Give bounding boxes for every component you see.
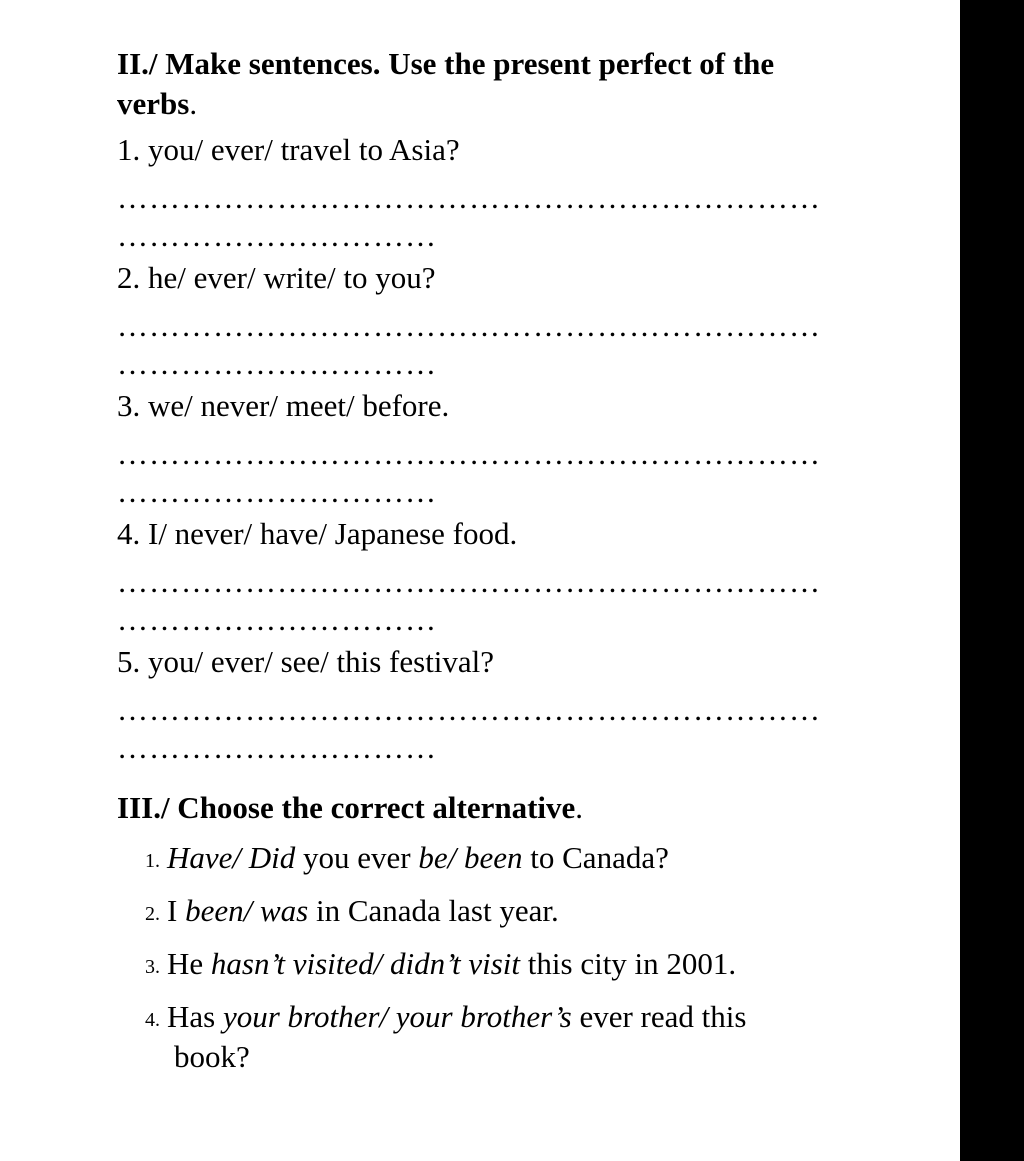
exercise-prompt: 1. you/ ever/ travel to Asia? bbox=[117, 132, 460, 167]
exercise-item-5 bbox=[117, 642, 847, 764]
exercise-item-1 bbox=[117, 130, 847, 252]
choice-option[interactable]: Have/ Did bbox=[167, 840, 296, 875]
choice-option[interactable]: hasn’t visited/ didn’t visit bbox=[210, 946, 521, 981]
section2-title-end: . bbox=[189, 86, 198, 121]
answer-line-short[interactable]: ………………………… bbox=[117, 482, 437, 508]
answer-line-short[interactable]: ………………………… bbox=[117, 226, 437, 252]
choice-item-1 bbox=[117, 838, 847, 878]
choice-option[interactable]: your brother/ your brother’s bbox=[222, 999, 572, 1034]
exercise-item-2 bbox=[117, 258, 847, 380]
exercise-prompt: 2. he/ ever/ write/ to you? bbox=[117, 260, 436, 295]
choice-number: 1. bbox=[145, 850, 160, 872]
choice-option[interactable]: been/ was bbox=[185, 893, 309, 928]
choice-item-3 bbox=[117, 944, 847, 984]
choice-continuation: book? bbox=[174, 1039, 250, 1074]
exercise-prompt: 4. I/ never/ have/ Japanese food. bbox=[117, 516, 518, 551]
answer-line-long[interactable]: ………………………………………………………… bbox=[117, 572, 821, 598]
choice-number: 2. bbox=[145, 903, 160, 925]
answer-line-short[interactable]: ………………………… bbox=[117, 610, 437, 636]
section3-title: III./ Choose the correct alternative bbox=[117, 790, 576, 825]
exercise-prompt: 5. you/ ever/ see/ this festival? bbox=[117, 644, 495, 679]
choice-text: to Canada? bbox=[522, 840, 669, 875]
choice-item-2 bbox=[117, 891, 847, 931]
exercise-prompt: 3. we/ never/ meet/ before. bbox=[117, 388, 450, 423]
choice-text: in Canada last year. bbox=[308, 893, 559, 928]
answer-line-long[interactable]: ………………………………………………………… bbox=[117, 444, 821, 470]
choice-number: 3. bbox=[145, 956, 160, 978]
choice-text: I bbox=[167, 893, 186, 928]
section3-title-end: . bbox=[575, 790, 584, 825]
answer-line-short[interactable]: ………………………… bbox=[117, 738, 437, 764]
choice-text: He bbox=[167, 946, 211, 981]
choice-number: 4. bbox=[145, 1009, 160, 1031]
section3-heading bbox=[117, 788, 847, 828]
choice-option[interactable]: be/ been bbox=[418, 840, 523, 875]
answer-line-short[interactable]: ………………………… bbox=[117, 354, 437, 380]
choice-text: Has bbox=[167, 999, 223, 1034]
answer-line-long[interactable]: ………………………………………………………… bbox=[117, 700, 821, 726]
right-black-border bbox=[960, 0, 1024, 1161]
choice-text: you ever bbox=[295, 840, 419, 875]
worksheet-content bbox=[117, 44, 847, 1077]
choice-text: ever read this bbox=[571, 999, 747, 1034]
choice-item-4 bbox=[117, 997, 847, 1077]
exercise-item-3 bbox=[117, 386, 847, 508]
section2-heading bbox=[117, 44, 847, 124]
answer-line-long[interactable]: ………………………………………………………… bbox=[117, 316, 821, 342]
answer-line-long[interactable]: ………………………………………………………… bbox=[117, 188, 821, 214]
exercise-item-4 bbox=[117, 514, 847, 636]
choice-text: this city in 2001. bbox=[520, 946, 737, 981]
section2-title: II./ Make sentences. Use the present perfect of the verbs bbox=[117, 46, 775, 121]
